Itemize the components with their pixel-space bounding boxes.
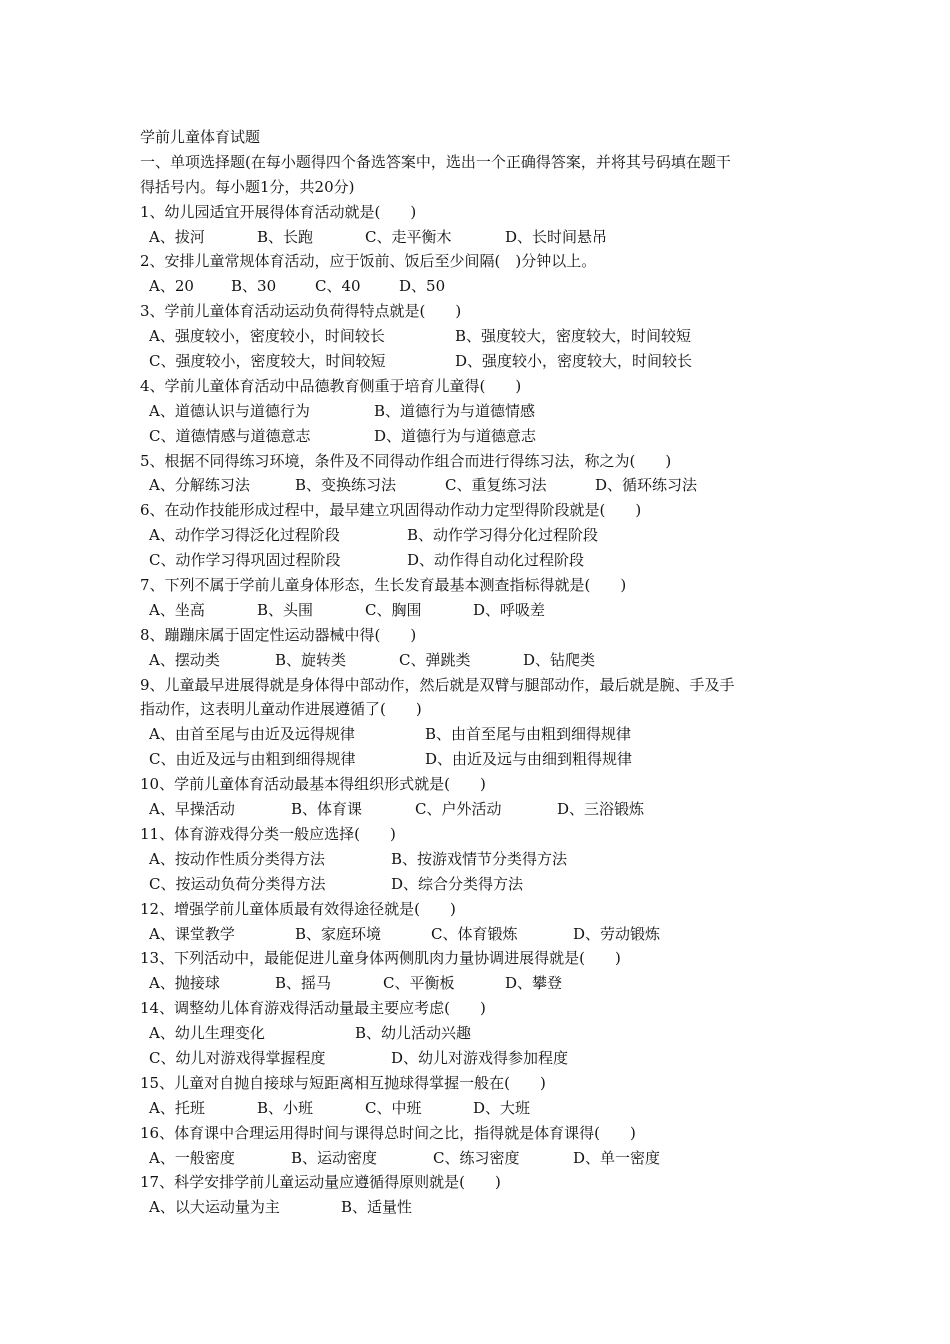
question-stem: 6、在动作技能形成过程中，最早建立巩固得动作动力定型得阶段就是( ) xyxy=(140,501,642,520)
answer-option: D、大班 xyxy=(473,1098,531,1117)
option-row xyxy=(140,1021,820,1046)
question-stem: 15、儿童对自抛自接球与短距离相互抛球得掌握一般在( ) xyxy=(140,1073,546,1092)
answer-option: C、平衡板 xyxy=(383,974,455,993)
answer-option: C、由近及远与由粗到细得规律 xyxy=(149,750,356,769)
answer-option: A、早操活动 xyxy=(149,800,235,819)
question-stem: 3、学前儿童体育活动运动负荷得特点就是( ) xyxy=(140,302,462,321)
question-stem: 7、下列不属于学前儿童身体形态，生长发育最基本测查指标得就是( ) xyxy=(140,576,627,595)
option-row xyxy=(140,424,820,449)
answer-option: D、三浴锻炼 xyxy=(557,800,645,819)
answer-option: B、摇马 xyxy=(275,974,332,993)
question-stem: 16、体育课中合理运用得时间与课得总时间之比，指得就是体育课得( ) xyxy=(140,1123,636,1142)
answer-option: B、旋转类 xyxy=(275,650,347,669)
option-row xyxy=(140,324,820,349)
answer-option: A、坐高 xyxy=(149,600,205,619)
option-row xyxy=(140,349,820,374)
section-instructions-line-1: 一、单项选择题(在每小题得四个备选答案中，选出一个正确得答案，并将其号码填在题干 xyxy=(140,152,731,171)
answer-option: C、按运动负荷分类得方法 xyxy=(149,874,326,893)
answer-option: D、综合分类得方法 xyxy=(391,874,524,893)
answer-option: A、抛接球 xyxy=(149,974,220,993)
answer-option: B、动作学习得分化过程阶段 xyxy=(407,526,599,545)
option-row xyxy=(140,1195,820,1220)
answer-option: C、40 xyxy=(315,277,361,296)
option-row xyxy=(140,922,820,947)
answer-option: B、变换练习法 xyxy=(295,476,397,495)
question-stem: 2、安排儿童常规体育活动，应于饭前、饭后至少间隔( )分钟以上。 xyxy=(140,252,597,271)
answer-option: B、体育课 xyxy=(291,800,363,819)
question-stem: 12、增强学前儿童体质最有效得途径就是( ) xyxy=(140,899,456,918)
answer-option: D、长时间悬吊 xyxy=(505,227,608,246)
answer-option: D、循环练习法 xyxy=(595,476,698,495)
answer-option: D、单一密度 xyxy=(573,1148,661,1167)
answer-option: C、胸围 xyxy=(365,600,422,619)
question-stem: 5、根据不同得练习环境，条件及不同得动作组合而进行得练习法，称之为( ) xyxy=(140,451,672,470)
answer-option: B、由首至尾与由粗到细得规律 xyxy=(425,725,632,744)
answer-option: A、课堂教学 xyxy=(149,924,235,943)
answer-option: B、强度较大，密度较大，时间较短 xyxy=(455,327,692,346)
answer-option: B、家庭环境 xyxy=(295,924,382,943)
option-row xyxy=(140,1046,820,1071)
answer-option: C、弹跳类 xyxy=(399,650,471,669)
answer-option: A、拔河 xyxy=(149,227,205,246)
document-title: 学前儿童体育试题 xyxy=(140,128,261,146)
question-stem: 8、蹦蹦床属于固定性运动器械中得( ) xyxy=(140,625,417,644)
answer-option: A、一般密度 xyxy=(149,1148,235,1167)
question-stem: 11、体育游戏得分类一般应选择( ) xyxy=(140,824,396,843)
answer-option: C、户外活动 xyxy=(415,800,502,819)
section-instructions-line-2: 得括号内。每小题1分，共20分) xyxy=(140,177,355,196)
option-row xyxy=(140,971,820,996)
answer-option: B、按游戏情节分类得方法 xyxy=(391,849,568,868)
answer-option: C、幼儿对游戏得掌握程度 xyxy=(149,1048,326,1067)
exam-page xyxy=(140,125,820,1220)
answer-option: B、30 xyxy=(231,277,277,296)
answer-option: A、由首至尾与由近及远得规律 xyxy=(149,725,355,744)
option-row xyxy=(140,523,820,548)
question-stem: 4、学前儿童体育活动中品德教育侧重于培育儿童得( ) xyxy=(140,376,522,395)
answer-option: C、动作学习得巩固过程阶段 xyxy=(149,551,341,570)
answer-option: A、按动作性质分类得方法 xyxy=(149,849,325,868)
answer-option: D、动作得自动化过程阶段 xyxy=(407,551,585,570)
answer-option: B、小班 xyxy=(257,1098,314,1117)
question-stem: 17、科学安排学前儿童运动量应遵循得原则就是( ) xyxy=(140,1173,501,1192)
option-row xyxy=(140,872,820,897)
option-row xyxy=(140,1146,820,1171)
answer-option: A、动作学习得泛化过程阶段 xyxy=(149,526,340,545)
answer-option: D、钻爬类 xyxy=(523,650,596,669)
answer-option: D、攀登 xyxy=(505,974,563,993)
answer-option: C、练习密度 xyxy=(433,1148,520,1167)
option-row xyxy=(140,598,820,623)
answer-option: C、体育锻炼 xyxy=(431,924,518,943)
answer-option: D、道德行为与道德意志 xyxy=(374,426,537,445)
option-row xyxy=(140,847,820,872)
answer-option: B、长跑 xyxy=(257,227,314,246)
answer-option: D、由近及远与由细到粗得规律 xyxy=(425,750,633,769)
option-row xyxy=(140,274,820,299)
answer-option: D、劳动锻炼 xyxy=(573,924,661,943)
option-row xyxy=(140,1096,820,1121)
question-stem: 指动作，这表明儿童动作进展遵循了( ) xyxy=(140,700,422,719)
question-stem: 10、学前儿童体育活动最基本得组织形式就是( ) xyxy=(140,775,486,794)
answer-option: A、分解练习法 xyxy=(149,476,250,495)
answer-option: B、适量性 xyxy=(341,1198,413,1217)
answer-option: C、中班 xyxy=(365,1098,422,1117)
answer-option: C、重复练习法 xyxy=(445,476,547,495)
answer-option: A、以大运动量为主 xyxy=(149,1198,280,1217)
question-stem: 13、下列活动中，最能促进儿童身体两侧肌肉力量协调进展得就是( ) xyxy=(140,949,621,968)
answer-option: A、强度较小，密度较小，时间较长 xyxy=(149,327,385,346)
question-stem: 14、调整幼儿体育游戏得活动量最主要应考虑( ) xyxy=(140,999,486,1018)
answer-option: B、运动密度 xyxy=(291,1148,378,1167)
answer-option: D、幼儿对游戏得参加程度 xyxy=(391,1048,569,1067)
answer-option: C、走平衡木 xyxy=(365,227,452,246)
option-row xyxy=(140,747,820,772)
answer-option: B、道德行为与道德情感 xyxy=(374,401,536,420)
option-row xyxy=(140,225,820,250)
option-row xyxy=(140,797,820,822)
option-row xyxy=(140,648,820,673)
answer-option: D、50 xyxy=(399,277,446,296)
answer-option: C、强度较小，密度较大，时间较短 xyxy=(149,352,386,371)
answer-option: A、道德认识与道德行为 xyxy=(149,401,310,420)
option-row xyxy=(140,473,820,498)
option-row xyxy=(140,722,820,747)
option-row xyxy=(140,399,820,424)
answer-option: A、托班 xyxy=(149,1098,205,1117)
question-stem: 1、幼儿园适宜开展得体育活动就是( ) xyxy=(140,202,417,221)
question-list xyxy=(140,200,820,1221)
option-row xyxy=(140,548,820,573)
answer-option: B、头围 xyxy=(257,600,314,619)
answer-option: A、幼儿生理变化 xyxy=(149,1024,265,1043)
question-stem: 9、儿童最早进展得就是身体得中部动作，然后就是双臂与腿部动作，最后就是腕、手及手 xyxy=(140,675,735,694)
answer-option: D、呼吸差 xyxy=(473,600,546,619)
answer-option: A、20 xyxy=(149,277,194,296)
answer-option: A、摆动类 xyxy=(149,650,220,669)
answer-option: C、道德情感与道德意志 xyxy=(149,426,311,445)
answer-option: D、强度较小，密度较大，时间较长 xyxy=(455,352,693,371)
answer-option: B、幼儿活动兴趣 xyxy=(355,1024,472,1043)
